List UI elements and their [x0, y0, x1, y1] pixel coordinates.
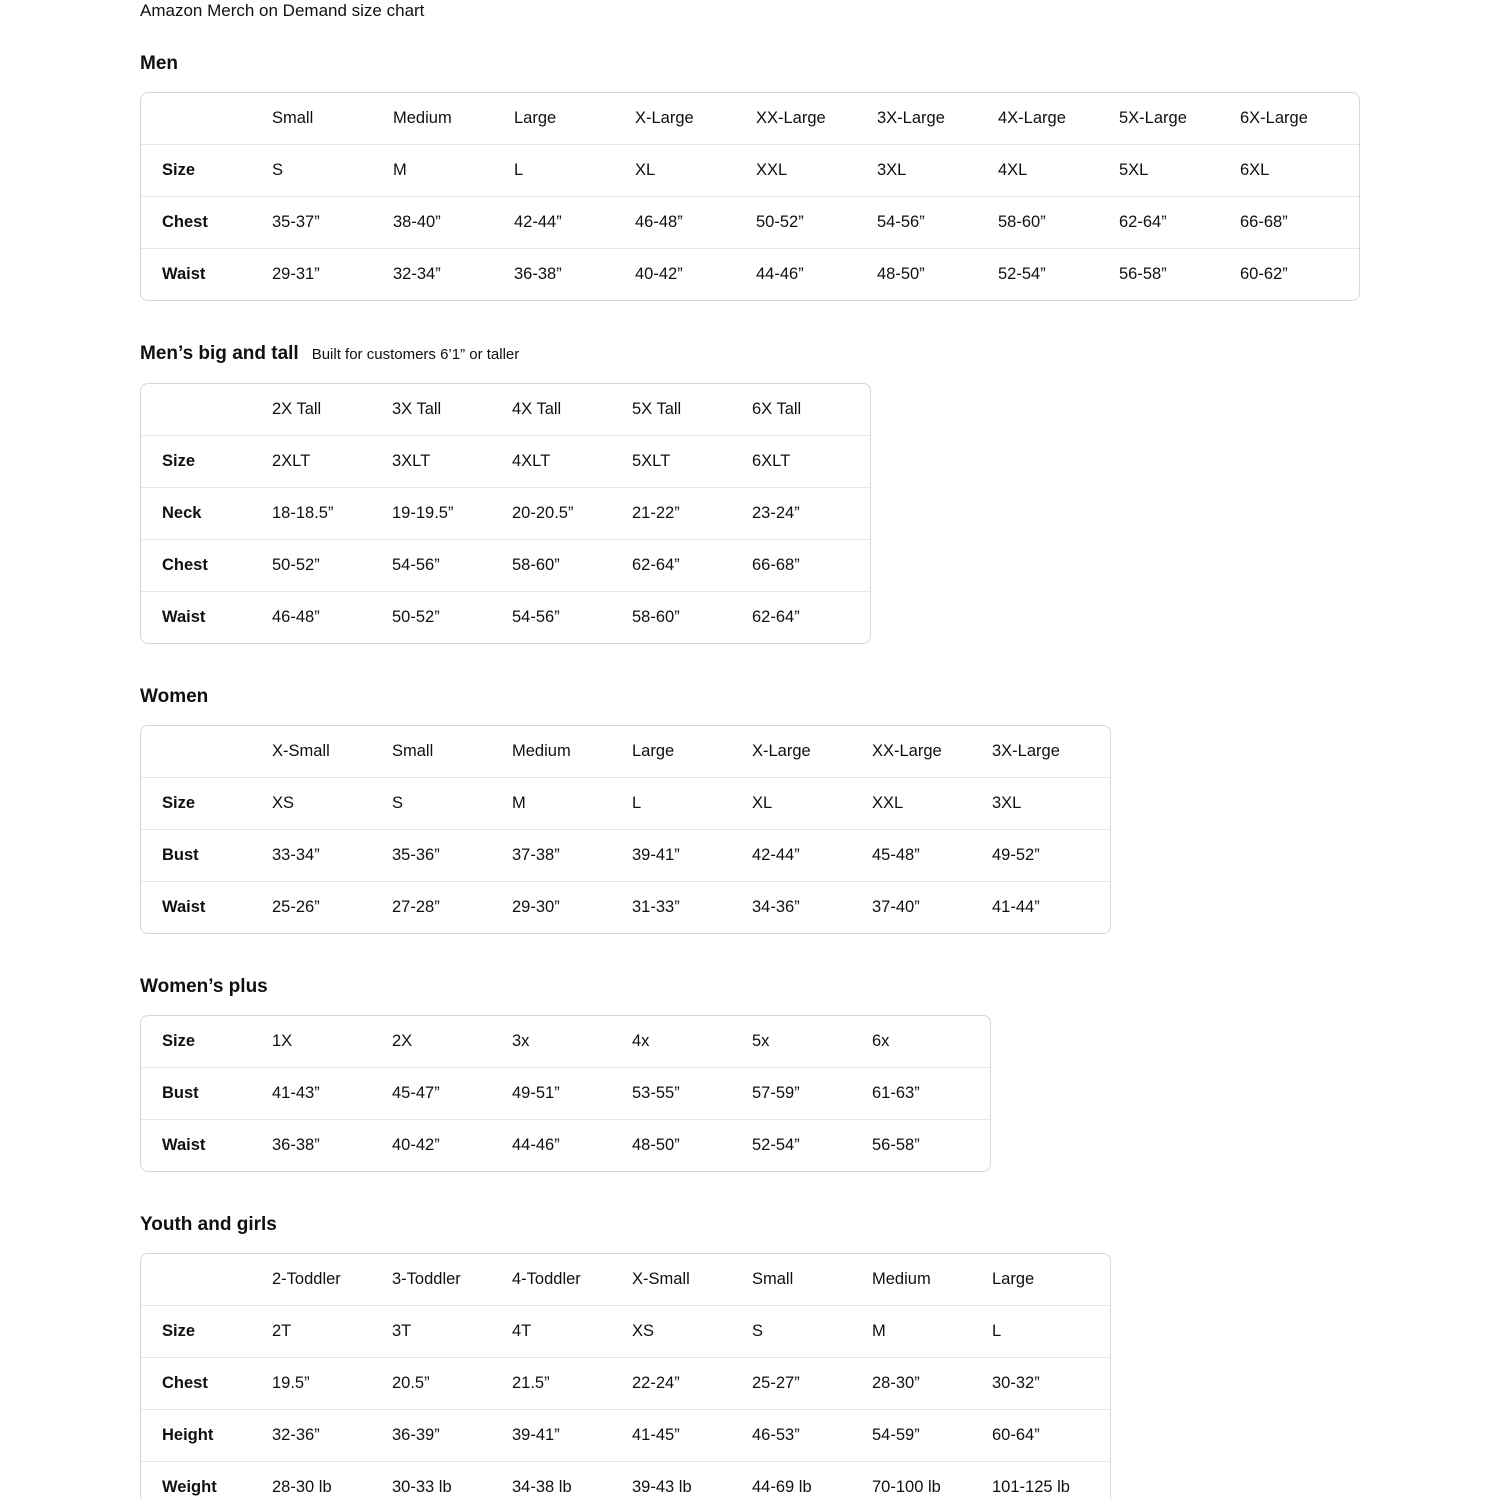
column-header: XX-Large — [872, 742, 942, 760]
column-header: Medium — [872, 1270, 931, 1288]
section-subtitle: Built for customers 6’1” or taller — [311, 346, 520, 363]
table-row — [141, 1462, 1110, 1499]
table-row — [141, 1410, 1110, 1462]
cell: 48-50” — [632, 1136, 680, 1154]
cell: 46-53” — [752, 1426, 800, 1444]
section-heading — [140, 686, 1479, 708]
cell: 54-56” — [392, 556, 440, 574]
cell: 35-36” — [392, 846, 440, 864]
table-header-row — [141, 384, 870, 436]
page-title: Amazon Merch on Demand size chart — [140, 1, 425, 20]
column-header: 3-Toddler — [392, 1270, 461, 1288]
column-header: 3X-Large — [877, 109, 945, 127]
table-header-row — [141, 93, 1359, 145]
cell: 5XLT — [632, 452, 671, 470]
cell: 60-64” — [992, 1426, 1040, 1444]
cell: M — [512, 794, 526, 812]
row-label: Size — [162, 161, 196, 179]
cell: 37-38” — [512, 846, 560, 864]
table-row — [141, 145, 1359, 197]
cell: 30-33 lb — [392, 1478, 452, 1496]
cell: 6XLT — [752, 452, 791, 470]
cell: 4XL — [998, 161, 1028, 179]
size-table-card — [140, 1015, 991, 1172]
cell: 6XL — [1240, 161, 1270, 179]
cell: 62-64” — [632, 556, 680, 574]
cell: 66-68” — [1240, 213, 1288, 231]
cell: 36-38” — [514, 265, 562, 283]
cell: 46-48” — [635, 213, 683, 231]
column-header: Large — [992, 1270, 1035, 1288]
cell: 54-56” — [877, 213, 925, 231]
size-table-card — [140, 383, 871, 644]
cell: 27-28” — [392, 898, 440, 916]
size-table-card — [140, 1253, 1111, 1499]
cell: 50-52” — [392, 608, 440, 626]
row-label: Chest — [162, 1374, 208, 1392]
row-label: Chest — [162, 556, 208, 574]
cell: 57-59” — [752, 1084, 800, 1102]
column-header: X-Small — [632, 1270, 690, 1288]
cell: 36-38” — [272, 1136, 320, 1154]
cell: 20-20.5” — [512, 504, 574, 522]
table-row — [141, 1016, 990, 1068]
cell: 29-30” — [512, 898, 560, 916]
size-table-womens-plus — [141, 1016, 990, 1171]
table-header-row — [141, 726, 1110, 778]
cell: 44-46” — [756, 265, 804, 283]
cell: 22-24” — [632, 1374, 680, 1392]
size-table-card — [140, 92, 1360, 301]
section-mens-big-and-tall — [140, 343, 1479, 644]
section-youth-and-girls — [140, 1214, 1479, 1499]
column-header: 5X Tall — [632, 400, 682, 418]
cell: 66-68” — [752, 556, 800, 574]
cell: 38-40” — [393, 213, 441, 231]
cell: XL — [752, 794, 773, 812]
cell: 5XL — [1119, 161, 1149, 179]
table-row — [141, 197, 1359, 249]
column-header: 5X-Large — [1119, 109, 1187, 127]
size-table-men — [141, 93, 1359, 300]
table-header-row — [141, 1254, 1110, 1306]
cell: L — [632, 794, 642, 812]
row-label: Size — [162, 794, 196, 812]
table-row — [141, 1120, 990, 1172]
cell: M — [872, 1322, 886, 1340]
cell: 1X — [272, 1032, 293, 1050]
corner-cell — [141, 1254, 270, 1306]
column-header: X-Small — [272, 742, 330, 760]
cell: 25-26” — [272, 898, 320, 916]
cell: 44-46” — [512, 1136, 560, 1154]
section-men — [140, 53, 1479, 301]
cell: 37-40” — [872, 898, 920, 916]
table-row — [141, 1068, 990, 1120]
column-header: X-Large — [752, 742, 811, 760]
cell: 54-56” — [512, 608, 560, 626]
cell: 2X — [392, 1032, 413, 1050]
cell: 21-22” — [632, 504, 680, 522]
corner-cell — [141, 384, 270, 436]
cell: 3XLT — [392, 452, 431, 470]
column-header: 3X-Large — [992, 742, 1060, 760]
cell: 61-63” — [872, 1084, 920, 1102]
table-row — [141, 592, 870, 644]
cell: 101-125 lb — [992, 1478, 1070, 1496]
cell: 39-41” — [512, 1426, 560, 1444]
cell: S — [752, 1322, 764, 1340]
cell: 5x — [752, 1032, 770, 1050]
cell: XXL — [756, 161, 788, 179]
column-header: 2X Tall — [272, 400, 322, 418]
cell: 4XLT — [512, 452, 551, 470]
size-table-card — [140, 725, 1111, 934]
column-header: Small — [392, 742, 434, 760]
section-heading-text: Women’s plus — [140, 976, 268, 997]
table-row — [141, 830, 1110, 882]
cell: 3XL — [992, 794, 1022, 812]
cell: 70-100 lb — [872, 1478, 941, 1496]
cell: 41-43” — [272, 1084, 320, 1102]
row-label: Neck — [162, 504, 202, 522]
cell: 4T — [512, 1322, 532, 1340]
cell: 44-69 lb — [752, 1478, 812, 1496]
size-table-women — [141, 726, 1110, 933]
row-label: Waist — [162, 1136, 206, 1154]
column-header: 4X Tall — [512, 400, 562, 418]
cell: 19.5” — [272, 1374, 310, 1392]
section-women — [140, 686, 1479, 934]
table-row — [141, 882, 1110, 934]
cell: 52-54” — [998, 265, 1046, 283]
column-header: Large — [632, 742, 675, 760]
table-row — [141, 249, 1359, 301]
cell: 3T — [392, 1322, 412, 1340]
row-label: Weight — [162, 1478, 217, 1496]
cell: 20.5” — [392, 1374, 430, 1392]
row-label: Height — [162, 1426, 214, 1444]
cell: 32-34” — [393, 265, 441, 283]
row-label: Size — [162, 1322, 196, 1340]
column-header: 6X Tall — [752, 400, 802, 418]
cell: 30-32” — [992, 1374, 1040, 1392]
cell: 29-31” — [272, 265, 320, 283]
section-heading-text: Men — [140, 53, 178, 74]
column-header: Small — [272, 109, 314, 127]
cell: 39-43 lb — [632, 1478, 692, 1496]
cell: 2XLT — [272, 452, 311, 470]
column-header: X-Large — [635, 109, 694, 127]
section-heading-text: Men’s big and tall — [140, 343, 299, 364]
cell: 39-41” — [632, 846, 680, 864]
cell: 50-52” — [272, 556, 320, 574]
column-header: 6X-Large — [1240, 109, 1308, 127]
cell: 52-54” — [752, 1136, 800, 1154]
cell: XXL — [872, 794, 904, 812]
cell: 32-36” — [272, 1426, 320, 1444]
cell: 34-38 lb — [512, 1478, 572, 1496]
row-label: Waist — [162, 608, 206, 626]
cell: 40-42” — [635, 265, 683, 283]
row-label: Bust — [162, 1084, 199, 1102]
section-heading — [140, 976, 1479, 998]
cell: 6x — [872, 1032, 890, 1050]
cell: 31-33” — [632, 898, 680, 916]
cell: 60-62” — [1240, 265, 1288, 283]
column-header: 4X-Large — [998, 109, 1066, 127]
row-label: Chest — [162, 213, 208, 231]
section-heading — [140, 53, 1479, 75]
cell: 34-36” — [752, 898, 800, 916]
cell: 19-19.5” — [392, 504, 454, 522]
cell: XS — [272, 794, 295, 812]
cell: 3XL — [877, 161, 907, 179]
cell: 49-51” — [512, 1084, 560, 1102]
column-header: Small — [752, 1270, 794, 1288]
cell: 53-55” — [632, 1084, 680, 1102]
table-row — [141, 778, 1110, 830]
cell: 56-58” — [872, 1136, 920, 1154]
column-header: XX-Large — [756, 109, 826, 127]
table-row — [141, 1306, 1110, 1358]
cell: 2T — [272, 1322, 292, 1340]
cell: 18-18.5” — [272, 504, 334, 522]
column-header: Medium — [393, 109, 452, 127]
cell: 54-59” — [872, 1426, 920, 1444]
table-row — [141, 540, 870, 592]
cell: 62-64” — [752, 608, 800, 626]
row-label: Size — [162, 1032, 196, 1050]
row-label: Size — [162, 452, 196, 470]
corner-cell — [141, 93, 270, 145]
cell: 58-60” — [512, 556, 560, 574]
row-label: Bust — [162, 846, 199, 864]
column-header: 3X Tall — [392, 400, 442, 418]
corner-cell — [141, 726, 270, 778]
cell: 62-64” — [1119, 213, 1167, 231]
cell: 48-50” — [877, 265, 925, 283]
cell: 56-58” — [1119, 265, 1167, 283]
cell: 58-60” — [998, 213, 1046, 231]
cell: S — [392, 794, 404, 812]
cell: 42-44” — [514, 213, 562, 231]
size-chart-sections — [140, 53, 1479, 1499]
row-label: Waist — [162, 265, 206, 283]
cell: 49-52” — [992, 846, 1040, 864]
table-row — [141, 436, 870, 488]
cell: XS — [632, 1322, 655, 1340]
section-heading-text: Women — [140, 686, 209, 707]
cell: 23-24” — [752, 504, 800, 522]
table-row — [141, 1358, 1110, 1410]
cell: 50-52” — [756, 213, 804, 231]
cell: L — [514, 161, 524, 179]
cell: 41-45” — [632, 1426, 680, 1444]
section-womens-plus — [140, 976, 1479, 1172]
cell: 58-60” — [632, 608, 680, 626]
cell: XL — [635, 161, 656, 179]
cell: 35-37” — [272, 213, 320, 231]
column-header: 4-Toddler — [512, 1270, 581, 1288]
cell: 45-48” — [872, 846, 920, 864]
size-table-youth-and-girls — [141, 1254, 1110, 1499]
cell: L — [992, 1322, 1002, 1340]
cell: 42-44” — [752, 846, 800, 864]
cell: 41-44” — [992, 898, 1040, 916]
cell: 46-48” — [272, 608, 320, 626]
cell: 3x — [512, 1032, 530, 1050]
cell: 33-34” — [272, 846, 320, 864]
cell: 36-39” — [392, 1426, 440, 1444]
cell: 40-42” — [392, 1136, 440, 1154]
cell: M — [393, 161, 407, 179]
column-header: Medium — [512, 742, 571, 760]
cell: 28-30 lb — [272, 1478, 332, 1496]
cell: 45-47” — [392, 1084, 440, 1102]
column-header: Large — [514, 109, 557, 127]
row-label: Waist — [162, 898, 206, 916]
table-row — [141, 488, 870, 540]
cell: 21.5” — [512, 1374, 550, 1392]
cell: 4x — [632, 1032, 650, 1050]
column-header: 2-Toddler — [272, 1270, 341, 1288]
section-heading — [140, 1214, 1479, 1236]
section-heading — [140, 343, 1479, 366]
cell: S — [272, 161, 284, 179]
cell: 28-30” — [872, 1374, 920, 1392]
section-heading-text: Youth and girls — [140, 1214, 277, 1235]
cell: 25-27” — [752, 1374, 800, 1392]
size-table-mens-big-and-tall — [141, 384, 870, 643]
